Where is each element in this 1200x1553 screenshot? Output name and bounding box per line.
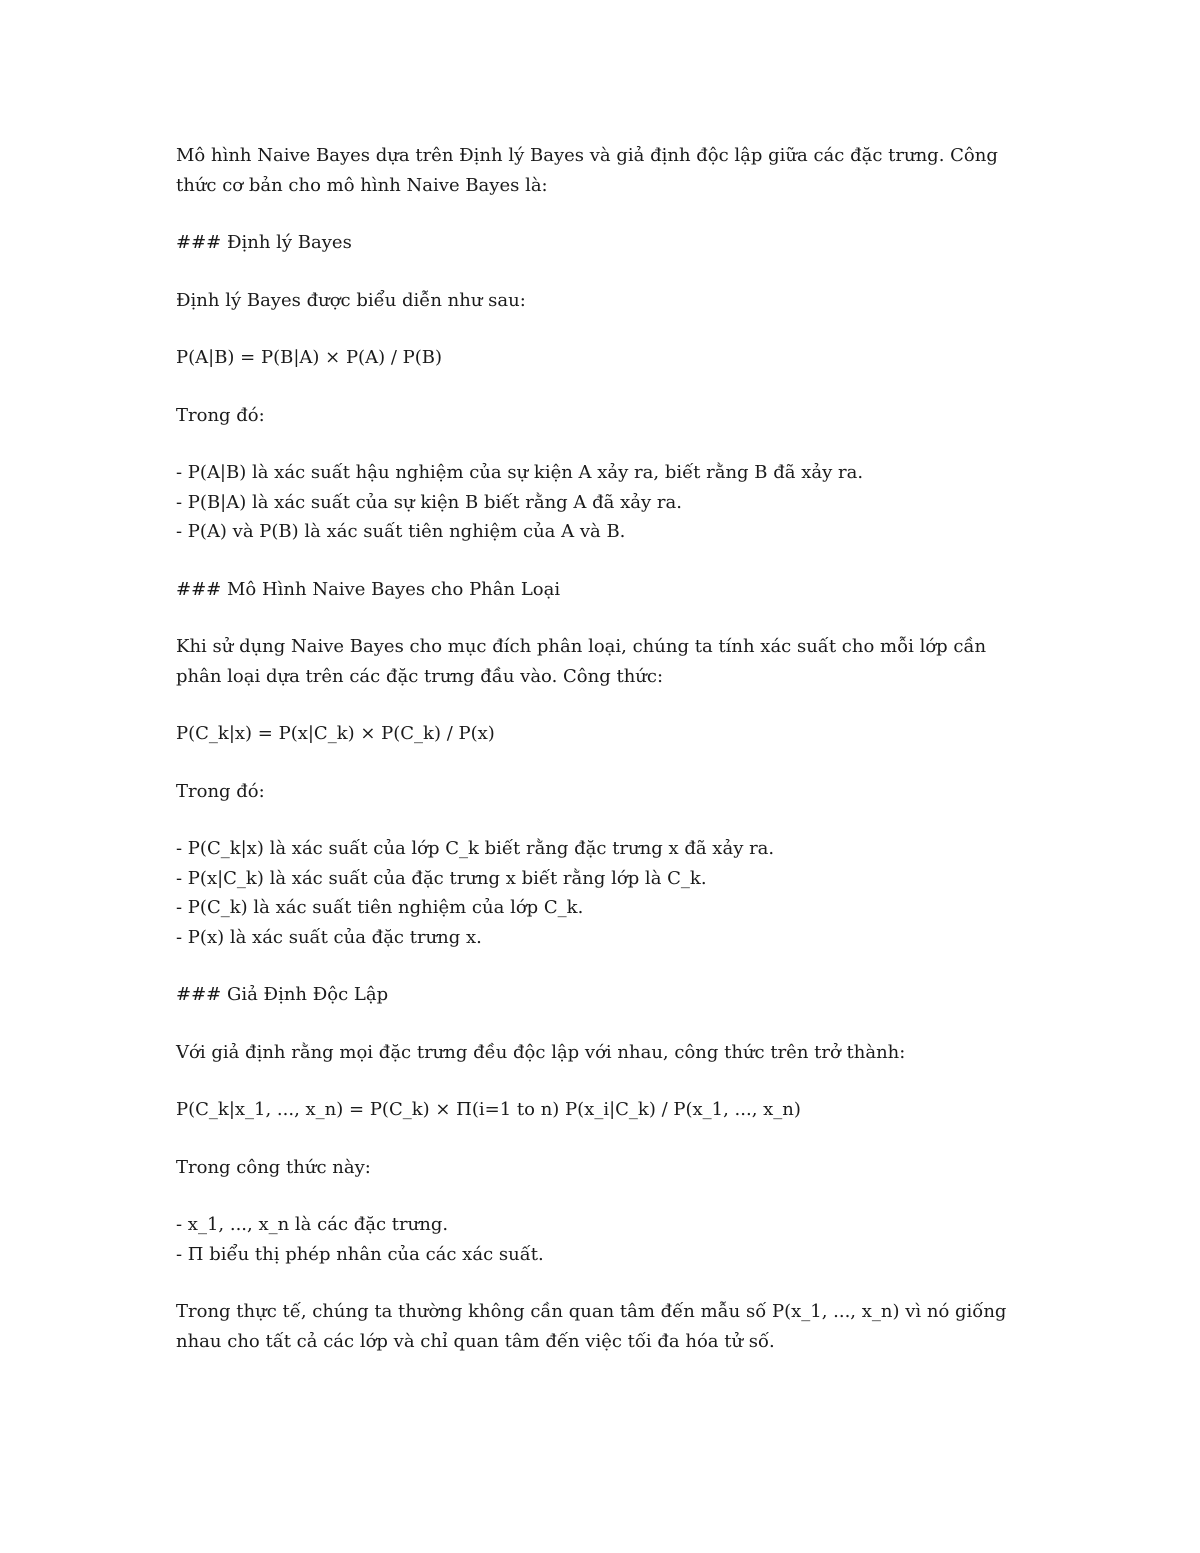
list-item: - P(C_k|x) là xác suất của lớp C_k biết rằng đặc trưng x đã xảy ra. [176, 838, 775, 859]
classification-text: Khi sử dụng Naive Bayes cho mục đích phân loại, chúng ta tính xác suất cho mỗi lớp cần phân loại dựa trên các đặc trưng đầu vào. Công thức: [176, 636, 987, 687]
independence-where-label: Trong công thức này: [176, 1156, 371, 1178]
independence-definitions-list [176, 1210, 1026, 1269]
list-item: - x_1, ..., x_n là các đặc trưng. [176, 1214, 449, 1235]
independence-text: Với giả định rằng mọi đặc trưng đều độc lập với nhau, công thức trên trở thành: [176, 1041, 906, 1063]
classification-definitions-list [176, 834, 1026, 952]
list-item: - P(C_k) là xác suất tiên nghiệm của lớp C_k. [176, 897, 584, 918]
classification-formula: P(C_k|x) = P(x|C_k) × P(C_k) / P(x) [176, 723, 495, 744]
section-heading-independence: ### Giả Định Độc Lập [176, 984, 389, 1005]
section-heading-classification: ### Mô Hình Naive Bayes cho Phân Loại [176, 578, 561, 600]
bayes-theorem-text: Định lý Bayes được biểu diễn như sau: [176, 289, 526, 311]
bayes-definitions-list [176, 458, 1026, 547]
conclusion-paragraph: Trong thực tế, chúng ta thường không cần quan tâm đến mẫu số P(x_1, ..., x_n) vì nó giống nhau cho tất cả các lớp và chỉ quan tâm đến việc tối đa hóa tử số. [176, 1301, 1007, 1352]
bayes-theorem-formula: P(A|B) = P(B|A) × P(A) / P(B) [176, 347, 442, 368]
section-heading-bayes-theorem: ### Định lý Bayes [176, 232, 352, 253]
list-item: - P(x|C_k) là xác suất của đặc trưng x biết rằng lớp là C_k. [176, 867, 707, 889]
list-item: - P(x) là xác suất của đặc trưng x. [176, 926, 482, 948]
document-body [176, 141, 1026, 1384]
independence-formula: P(C_k|x_1, ..., x_n) = P(C_k) × Π(i=1 to n) P(x_i|C_k) / P(x_1, ..., x_n) [176, 1099, 801, 1120]
list-item: - P(A|B) là xác suất hậu nghiệm của sự kiện A xảy ra, biết rằng B đã xảy ra. [176, 462, 864, 483]
list-item: - P(A) và P(B) là xác suất tiên nghiệm của A và B. [176, 521, 626, 542]
list-item: - Π biểu thị phép nhân của các xác suất. [176, 1243, 544, 1265]
classification-where-label: Trong đó: [176, 780, 265, 802]
intro-paragraph: Mô hình Naive Bayes dựa trên Định lý Bayes và giả định độc lập giữa các đặc trưng. Công thức cơ bản cho mô hình Naive Bayes là: [176, 145, 998, 196]
list-item: - P(B|A) là xác suất của sự kiện B biết rằng A đã xảy ra. [176, 491, 682, 513]
bayes-where-label: Trong đó: [176, 404, 265, 426]
